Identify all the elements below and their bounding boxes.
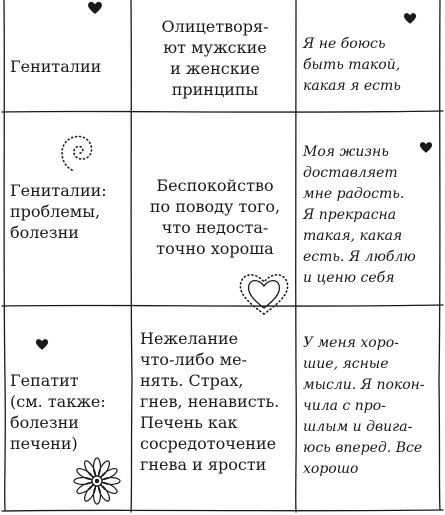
heart-icon <box>403 12 417 25</box>
row2-pattern-line: доставляет <box>303 165 398 181</box>
row3-pattern-line: чила с про- <box>303 398 386 414</box>
row3-pattern <box>303 333 435 480</box>
double-heart-icon <box>234 268 294 318</box>
row2-problem-line: проблемы, <box>10 202 101 221</box>
row2-pattern-line: есть. Я люблю <box>303 249 416 265</box>
row3-pattern-line: юсь вперед. Все <box>303 440 423 456</box>
row2-problem <box>10 180 128 243</box>
grid-line-row2 <box>2 305 443 306</box>
grid-line-col1 <box>131 0 132 512</box>
row1-problem-line: Гениталии <box>10 57 102 76</box>
grid-line-row1 <box>2 111 443 112</box>
spiral-icon <box>52 125 108 177</box>
row1-cause-line: и женские <box>170 59 260 78</box>
row3-pattern-line: У меня хоро- <box>303 335 399 351</box>
row3-cause-line: что-либо ме- <box>140 350 247 369</box>
row2-cause-line: по поводу того, <box>149 197 281 216</box>
row1-problem <box>10 56 128 77</box>
row3-pattern-line: мысли. Я покон- <box>303 377 425 393</box>
row2-problem-line: Гениталии: <box>10 181 107 200</box>
row3-problem-line: (см. также: <box>10 392 106 411</box>
row1-cause <box>140 16 290 100</box>
row2-cause-line: точно хороша <box>156 239 274 258</box>
grid-line-right <box>439 0 440 510</box>
row3-pattern-line: шие, ясные <box>303 356 389 372</box>
row2-cause-line: что недоста- <box>161 218 269 237</box>
row3-cause <box>140 328 290 475</box>
row3-cause-line: гнев, ненависть. <box>140 392 280 411</box>
heart-icon <box>35 338 49 351</box>
row3-cause-line: Печень как <box>140 413 238 432</box>
row1-cause-line: принципы <box>171 80 259 99</box>
row1-pattern <box>303 34 435 97</box>
row3-problem <box>10 370 128 454</box>
heart-icon <box>419 141 433 154</box>
row2-pattern-line: мне радость. <box>303 186 405 202</box>
row1-pattern-line: какая я есть <box>303 78 401 94</box>
row1-cause-line: Олицетворя- <box>161 17 269 36</box>
row2-pattern-line: Моя жизнь <box>303 144 389 160</box>
heart-icon <box>87 1 103 15</box>
row2-pattern-line: Я прекрасна <box>303 207 397 223</box>
row3-cause-line: нять. Страх, <box>140 371 244 390</box>
row1-pattern-line: Я не боюсь <box>303 36 386 52</box>
row3-pattern-line: хорошо <box>303 461 359 477</box>
row2-pattern <box>303 142 435 289</box>
row2-pattern-line: такая, какая <box>303 228 403 244</box>
row2-cause <box>140 175 290 259</box>
row3-pattern-line: шлым и двига- <box>303 419 413 435</box>
row1-cause-line: ют мужские <box>163 38 267 57</box>
row3-cause-line: гнева и ярости <box>140 455 267 474</box>
row3-problem-line: болезни <box>10 413 79 432</box>
row2-pattern-line: и ценю себя <box>303 270 395 286</box>
row1-pattern-line: быть такой, <box>303 57 401 73</box>
row3-cause-line: Нежелание <box>140 329 239 348</box>
flower-icon <box>72 456 122 506</box>
grid-line-left <box>4 0 5 510</box>
row2-cause-line: Беспокойство <box>156 176 274 195</box>
row2-problem-line: болезни <box>10 223 79 242</box>
row3-problem-line: печени) <box>10 434 78 453</box>
grid-line-bottom <box>2 510 443 511</box>
row3-cause-line: сосредоточение <box>140 434 277 453</box>
grid-line-col2 <box>296 0 297 512</box>
row3-problem-line: Гепатит <box>10 371 79 390</box>
